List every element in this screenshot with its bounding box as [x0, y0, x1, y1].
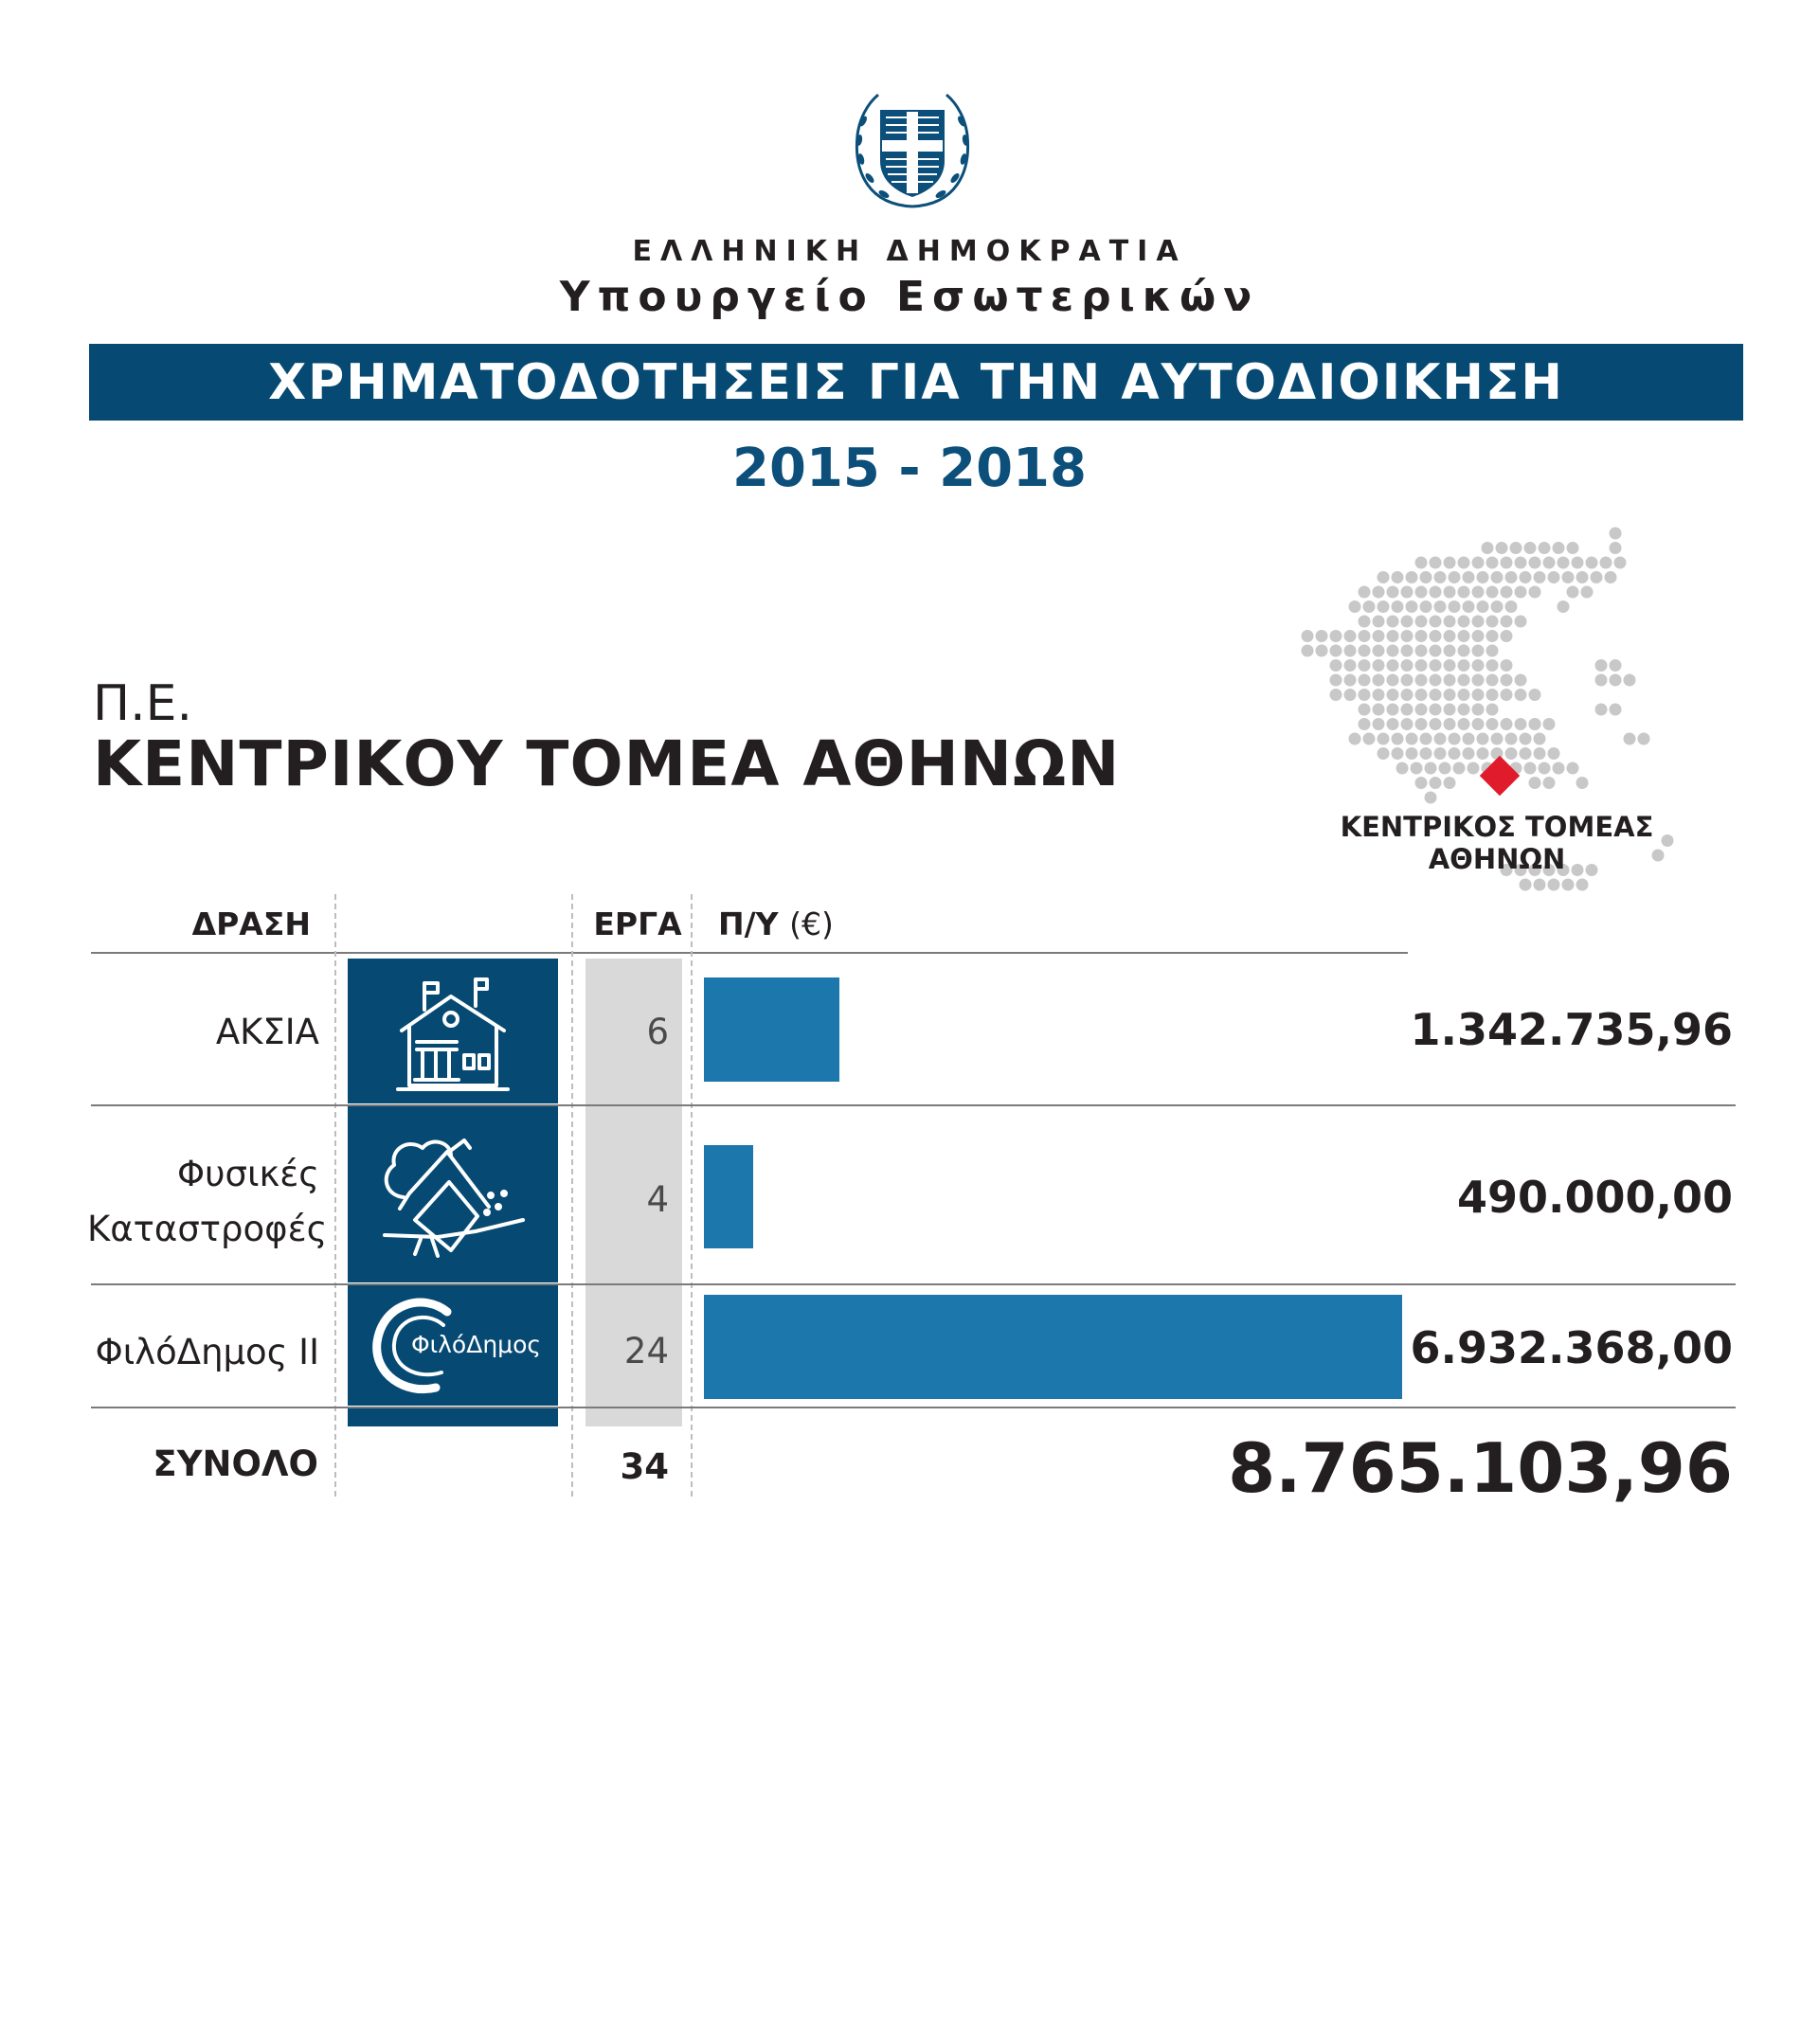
map-dot — [1515, 689, 1527, 701]
map-dot — [1415, 659, 1428, 672]
map-dot — [1444, 689, 1456, 701]
map-dot — [1486, 718, 1499, 730]
map-dot — [1415, 718, 1428, 730]
greece-dot-map-icon — [1298, 519, 1677, 983]
row-value-filodimos: 6.932.368,00 — [1410, 1322, 1733, 1373]
map-dot — [1486, 689, 1499, 701]
map-dot — [1472, 586, 1485, 599]
map-dot — [1330, 645, 1342, 657]
bar-disasters — [704, 1145, 753, 1248]
row-rule — [91, 1283, 1736, 1285]
filodimos-logo-icon — [368, 1293, 542, 1397]
map-dot — [1463, 571, 1475, 583]
republic-title: ΕΛΛΗΝΙΚΗ ΔΗΜΟΚΡΑΤΙΑ — [632, 235, 1187, 268]
row-rule — [91, 1407, 1736, 1408]
map-dot — [1576, 879, 1589, 891]
map-dot — [1406, 601, 1418, 613]
map-dot — [1344, 630, 1357, 642]
map-dot — [1401, 718, 1414, 730]
map-dot — [1463, 601, 1475, 613]
map-dot — [1330, 689, 1342, 701]
map-dot — [1401, 586, 1414, 599]
map-dot — [1529, 689, 1541, 701]
map-dot — [1363, 601, 1376, 613]
map-dot — [1401, 674, 1414, 687]
map-dot — [1444, 777, 1456, 789]
map-dot — [1491, 733, 1504, 745]
map-dot — [1486, 557, 1499, 569]
map-dot — [1420, 747, 1432, 760]
map-dot — [1472, 557, 1485, 569]
map-dot — [1486, 659, 1499, 672]
natural-disaster-icon — [371, 1133, 532, 1265]
map-dot — [1501, 674, 1513, 687]
map-dot — [1624, 733, 1636, 745]
map-dot — [1458, 674, 1470, 687]
map-dot — [1472, 630, 1485, 642]
map-dot — [1378, 747, 1390, 760]
map-dot — [1411, 762, 1423, 775]
map-dot — [1449, 733, 1461, 745]
map-dot — [1501, 718, 1513, 730]
map-dot — [1449, 601, 1461, 613]
map-dot — [1359, 674, 1371, 687]
map-dot — [1430, 659, 1442, 672]
map-dot — [1415, 645, 1428, 657]
region-marker-icon — [1480, 756, 1520, 796]
header-budget-label: Π/Υ — [718, 905, 779, 942]
map-dot — [1359, 704, 1371, 716]
map-dot — [1387, 718, 1399, 730]
map-dot — [1373, 630, 1385, 642]
map-dot — [1463, 733, 1475, 745]
map-dot — [1501, 616, 1513, 628]
map-dot — [1610, 528, 1622, 540]
map-dot — [1316, 630, 1328, 642]
map-dot — [1420, 601, 1432, 613]
map-dot — [1515, 718, 1527, 730]
map-dot — [1472, 689, 1485, 701]
row-rule — [91, 1104, 1736, 1106]
map-dot — [1543, 718, 1556, 730]
map-dot — [1515, 674, 1527, 687]
map-dot — [1520, 733, 1532, 745]
map-dot — [1406, 747, 1418, 760]
map-dot — [1401, 645, 1414, 657]
map-dot — [1330, 674, 1342, 687]
map-dot — [1591, 571, 1603, 583]
map-dot — [1430, 689, 1442, 701]
map-dot — [1524, 542, 1537, 554]
map-dot — [1510, 542, 1522, 554]
filodimos-logo-text: ΦιλόΔημος — [411, 1331, 542, 1358]
map-dot — [1434, 601, 1447, 613]
map-dot — [1392, 733, 1404, 745]
map-dot — [1401, 630, 1414, 642]
map-dot — [1458, 557, 1470, 569]
map-dot — [1449, 571, 1461, 583]
map-dot — [1515, 586, 1527, 599]
map-dot — [1373, 616, 1385, 628]
map-dot — [1434, 733, 1447, 745]
map-dot — [1562, 879, 1575, 891]
map-dot — [1406, 733, 1418, 745]
map-dot — [1430, 674, 1442, 687]
map-dot — [1515, 557, 1527, 569]
map-dot — [1477, 571, 1489, 583]
map-label: ΚΕΝΤΡΙΚΟΣ ΤΟΜΕΑΣ ΑΘΗΝΩΝ — [1340, 811, 1654, 875]
map-dot — [1406, 571, 1418, 583]
bar-aksia — [704, 977, 839, 1082]
map-dot — [1501, 659, 1513, 672]
map-dot — [1610, 674, 1622, 687]
total-label: ΣΥΝΟΛΟ — [153, 1443, 318, 1484]
map-dot — [1505, 733, 1518, 745]
map-dot — [1401, 704, 1414, 716]
map-dot — [1401, 616, 1414, 628]
map-dot — [1444, 586, 1456, 599]
header-action: ΔΡΑΣΗ — [191, 905, 311, 942]
total-count: 34 — [620, 1446, 669, 1487]
map-dot — [1392, 571, 1404, 583]
map-dot — [1415, 674, 1428, 687]
map-dot — [1396, 762, 1409, 775]
map-dot — [1458, 630, 1470, 642]
map-dot — [1572, 557, 1584, 569]
map-dot — [1581, 586, 1594, 599]
map-dot — [1387, 616, 1399, 628]
map-dot — [1548, 747, 1560, 760]
map-dot — [1387, 659, 1399, 672]
map-dot — [1486, 674, 1499, 687]
map-dot — [1486, 586, 1499, 599]
map-dot — [1515, 616, 1527, 628]
map-dot — [1387, 630, 1399, 642]
map-dot — [1520, 747, 1532, 760]
map-dot — [1387, 704, 1399, 716]
map-dot — [1387, 674, 1399, 687]
map-dot — [1520, 571, 1532, 583]
total-value: 8.765.103,96 — [1228, 1428, 1733, 1508]
row-label-aksia: ΑΚΣΙΑ — [215, 1012, 319, 1052]
map-dot — [1501, 689, 1513, 701]
map-dot — [1562, 571, 1575, 583]
map-dot — [1359, 689, 1371, 701]
map-dot — [1553, 762, 1565, 775]
map-dot — [1373, 645, 1385, 657]
map-dot — [1434, 747, 1447, 760]
map-dot — [1539, 542, 1551, 554]
map-dot — [1477, 733, 1489, 745]
map-dot — [1576, 777, 1589, 789]
region-name: ΚΕΝΤΡΙΚΟΥ ΤΟΜΕΑ ΑΘΗΝΩΝ — [93, 727, 1121, 800]
map-dot — [1534, 879, 1546, 891]
map-dot — [1430, 616, 1442, 628]
map-dot — [1415, 777, 1428, 789]
map-dot — [1529, 718, 1541, 730]
map-dot — [1477, 601, 1489, 613]
ministry-title: Υπουργείο Εσωτερικών — [559, 273, 1260, 321]
row-value-aksia: 1.342.735,96 — [1410, 1004, 1733, 1055]
map-dot — [1373, 659, 1385, 672]
map-dot — [1534, 733, 1546, 745]
map-dot — [1430, 586, 1442, 599]
map-dot — [1458, 718, 1470, 730]
map-dot — [1444, 659, 1456, 672]
map-dot — [1430, 704, 1442, 716]
map-dot — [1524, 762, 1537, 775]
map-dot — [1491, 601, 1504, 613]
map-dot — [1534, 571, 1546, 583]
map-dot — [1505, 571, 1518, 583]
map-dot — [1595, 659, 1608, 672]
row-label-disasters-line2: Καταστροφές — [87, 1209, 328, 1249]
map-dot — [1444, 718, 1456, 730]
map-dot — [1595, 704, 1608, 716]
region-prefix: Π.Ε. — [93, 675, 193, 732]
map-dot — [1595, 674, 1608, 687]
header-projects: ΕΡΓΑ — [593, 905, 682, 942]
map-dot — [1486, 616, 1499, 628]
map-dot — [1444, 616, 1456, 628]
map-dot — [1610, 659, 1622, 672]
map-dot — [1458, 704, 1470, 716]
map-dot — [1505, 601, 1518, 613]
map-dot — [1539, 762, 1551, 775]
map-dot — [1302, 630, 1314, 642]
map-dot — [1392, 601, 1404, 613]
map-dot — [1458, 645, 1470, 657]
map-dot — [1373, 704, 1385, 716]
banner-title: ΧΡΗΜΑΤΟΔΟΤΗΣΕΙΣ ΓΙΑ ΤΗΝ ΑΥΤΟΔΙΟΙΚΗΣΗ — [89, 344, 1743, 421]
map-dot — [1359, 645, 1371, 657]
map-dot — [1444, 704, 1456, 716]
map-dot — [1482, 542, 1494, 554]
map-dot — [1444, 557, 1456, 569]
map-dot — [1501, 630, 1513, 642]
map-dot — [1477, 747, 1489, 760]
map-dot — [1453, 762, 1466, 775]
map-dot — [1548, 879, 1560, 891]
map-dot — [1349, 601, 1361, 613]
map-dot — [1373, 718, 1385, 730]
map-dot — [1543, 777, 1556, 789]
map-dot — [1501, 586, 1513, 599]
town-hall-icon — [388, 972, 517, 1093]
map-dot — [1415, 630, 1428, 642]
header-budget-unit: (€) — [789, 905, 834, 942]
map-dot — [1472, 718, 1485, 730]
map-dot — [1553, 542, 1565, 554]
map-dot — [1415, 616, 1428, 628]
map-dot — [1387, 689, 1399, 701]
map-dot — [1430, 777, 1442, 789]
map-dot — [1505, 747, 1518, 760]
map-dot — [1430, 630, 1442, 642]
map-dot — [1543, 557, 1556, 569]
map-dot — [1415, 689, 1428, 701]
map-dot — [1359, 659, 1371, 672]
map-dot — [1425, 762, 1437, 775]
map-dot — [1444, 645, 1456, 657]
map-dot — [1458, 616, 1470, 628]
map-dot — [1586, 557, 1598, 569]
map-dot — [1444, 674, 1456, 687]
row-count-disasters: 4 — [646, 1179, 669, 1220]
map-dot — [1401, 659, 1414, 672]
map-dot — [1486, 630, 1499, 642]
map-dot — [1614, 557, 1627, 569]
map-dot — [1330, 630, 1342, 642]
map-dot — [1534, 747, 1546, 760]
map-dot — [1491, 571, 1504, 583]
map-dot — [1420, 571, 1432, 583]
map-dot — [1605, 571, 1617, 583]
map-dot — [1486, 645, 1499, 657]
map-dot — [1378, 571, 1390, 583]
map-dot — [1363, 733, 1376, 745]
row-count-aksia: 6 — [646, 1012, 669, 1052]
map-dot — [1472, 704, 1485, 716]
map-dot — [1387, 645, 1399, 657]
map-dot — [1330, 659, 1342, 672]
header-budget — [718, 905, 834, 942]
map-dot — [1576, 571, 1589, 583]
map-dot — [1392, 747, 1404, 760]
map-dot — [1567, 542, 1579, 554]
map-dot — [1415, 557, 1428, 569]
map-dot — [1567, 762, 1579, 775]
map-dot — [1373, 689, 1385, 701]
map-dot — [1501, 557, 1513, 569]
map-dot — [1458, 586, 1470, 599]
map-dot — [1316, 645, 1328, 657]
map-dot — [1344, 674, 1357, 687]
map-dot — [1344, 659, 1357, 672]
map-dot — [1378, 601, 1390, 613]
map-dot — [1359, 616, 1371, 628]
map-dot — [1401, 689, 1414, 701]
map-dot — [1430, 718, 1442, 730]
map-dot — [1373, 586, 1385, 599]
map-dot — [1624, 674, 1636, 687]
greek-emblem-icon — [846, 83, 979, 216]
map-dot — [1472, 616, 1485, 628]
map-dot — [1558, 557, 1570, 569]
map-dot — [1520, 879, 1532, 891]
map-dot — [1496, 542, 1508, 554]
map-dot — [1359, 718, 1371, 730]
map-dot — [1434, 571, 1447, 583]
map-dot — [1472, 645, 1485, 657]
row-label-filodimos: ΦιλόΔημος ΙΙ — [95, 1332, 319, 1372]
map-dot — [1420, 733, 1432, 745]
header-rule — [91, 952, 1408, 954]
bar-filodimos — [704, 1295, 1402, 1399]
map-dot — [1439, 762, 1451, 775]
map-dot — [1463, 747, 1475, 760]
map-dot — [1425, 792, 1437, 804]
map-dot — [1472, 659, 1485, 672]
map-dot — [1472, 674, 1485, 687]
map-dot — [1458, 689, 1470, 701]
map-dot — [1638, 733, 1650, 745]
map-dot — [1444, 630, 1456, 642]
map-dot — [1373, 674, 1385, 687]
map-dot — [1449, 747, 1461, 760]
map-dot — [1378, 733, 1390, 745]
map-dot — [1430, 557, 1442, 569]
map-dot — [1415, 704, 1428, 716]
map-dot — [1359, 630, 1371, 642]
map-dot — [1430, 645, 1442, 657]
map-dot — [1344, 689, 1357, 701]
map-dot — [1302, 645, 1314, 657]
map-dot — [1567, 586, 1579, 599]
map-dot — [1387, 586, 1399, 599]
map-dot — [1349, 733, 1361, 745]
row-label-disasters-line1: Φυσικές — [176, 1154, 319, 1194]
map-dot — [1458, 659, 1470, 672]
map-dot — [1558, 601, 1570, 613]
map-dot — [1359, 586, 1371, 599]
period-title: 2015 - 2018 — [732, 438, 1087, 499]
map-dot — [1610, 704, 1622, 716]
map-dot — [1486, 704, 1499, 716]
map-dot — [1529, 557, 1541, 569]
map-dot — [1610, 542, 1622, 554]
map-dot — [1548, 571, 1560, 583]
row-value-disasters: 490.000,00 — [1456, 1172, 1733, 1223]
row-count-filodimos: 24 — [623, 1331, 669, 1372]
map-dot — [1600, 557, 1612, 569]
map-dot — [1529, 586, 1541, 599]
map-dot — [1468, 762, 1480, 775]
map-dot — [1415, 586, 1428, 599]
map-dot — [1529, 777, 1541, 789]
map-dot — [1344, 645, 1357, 657]
